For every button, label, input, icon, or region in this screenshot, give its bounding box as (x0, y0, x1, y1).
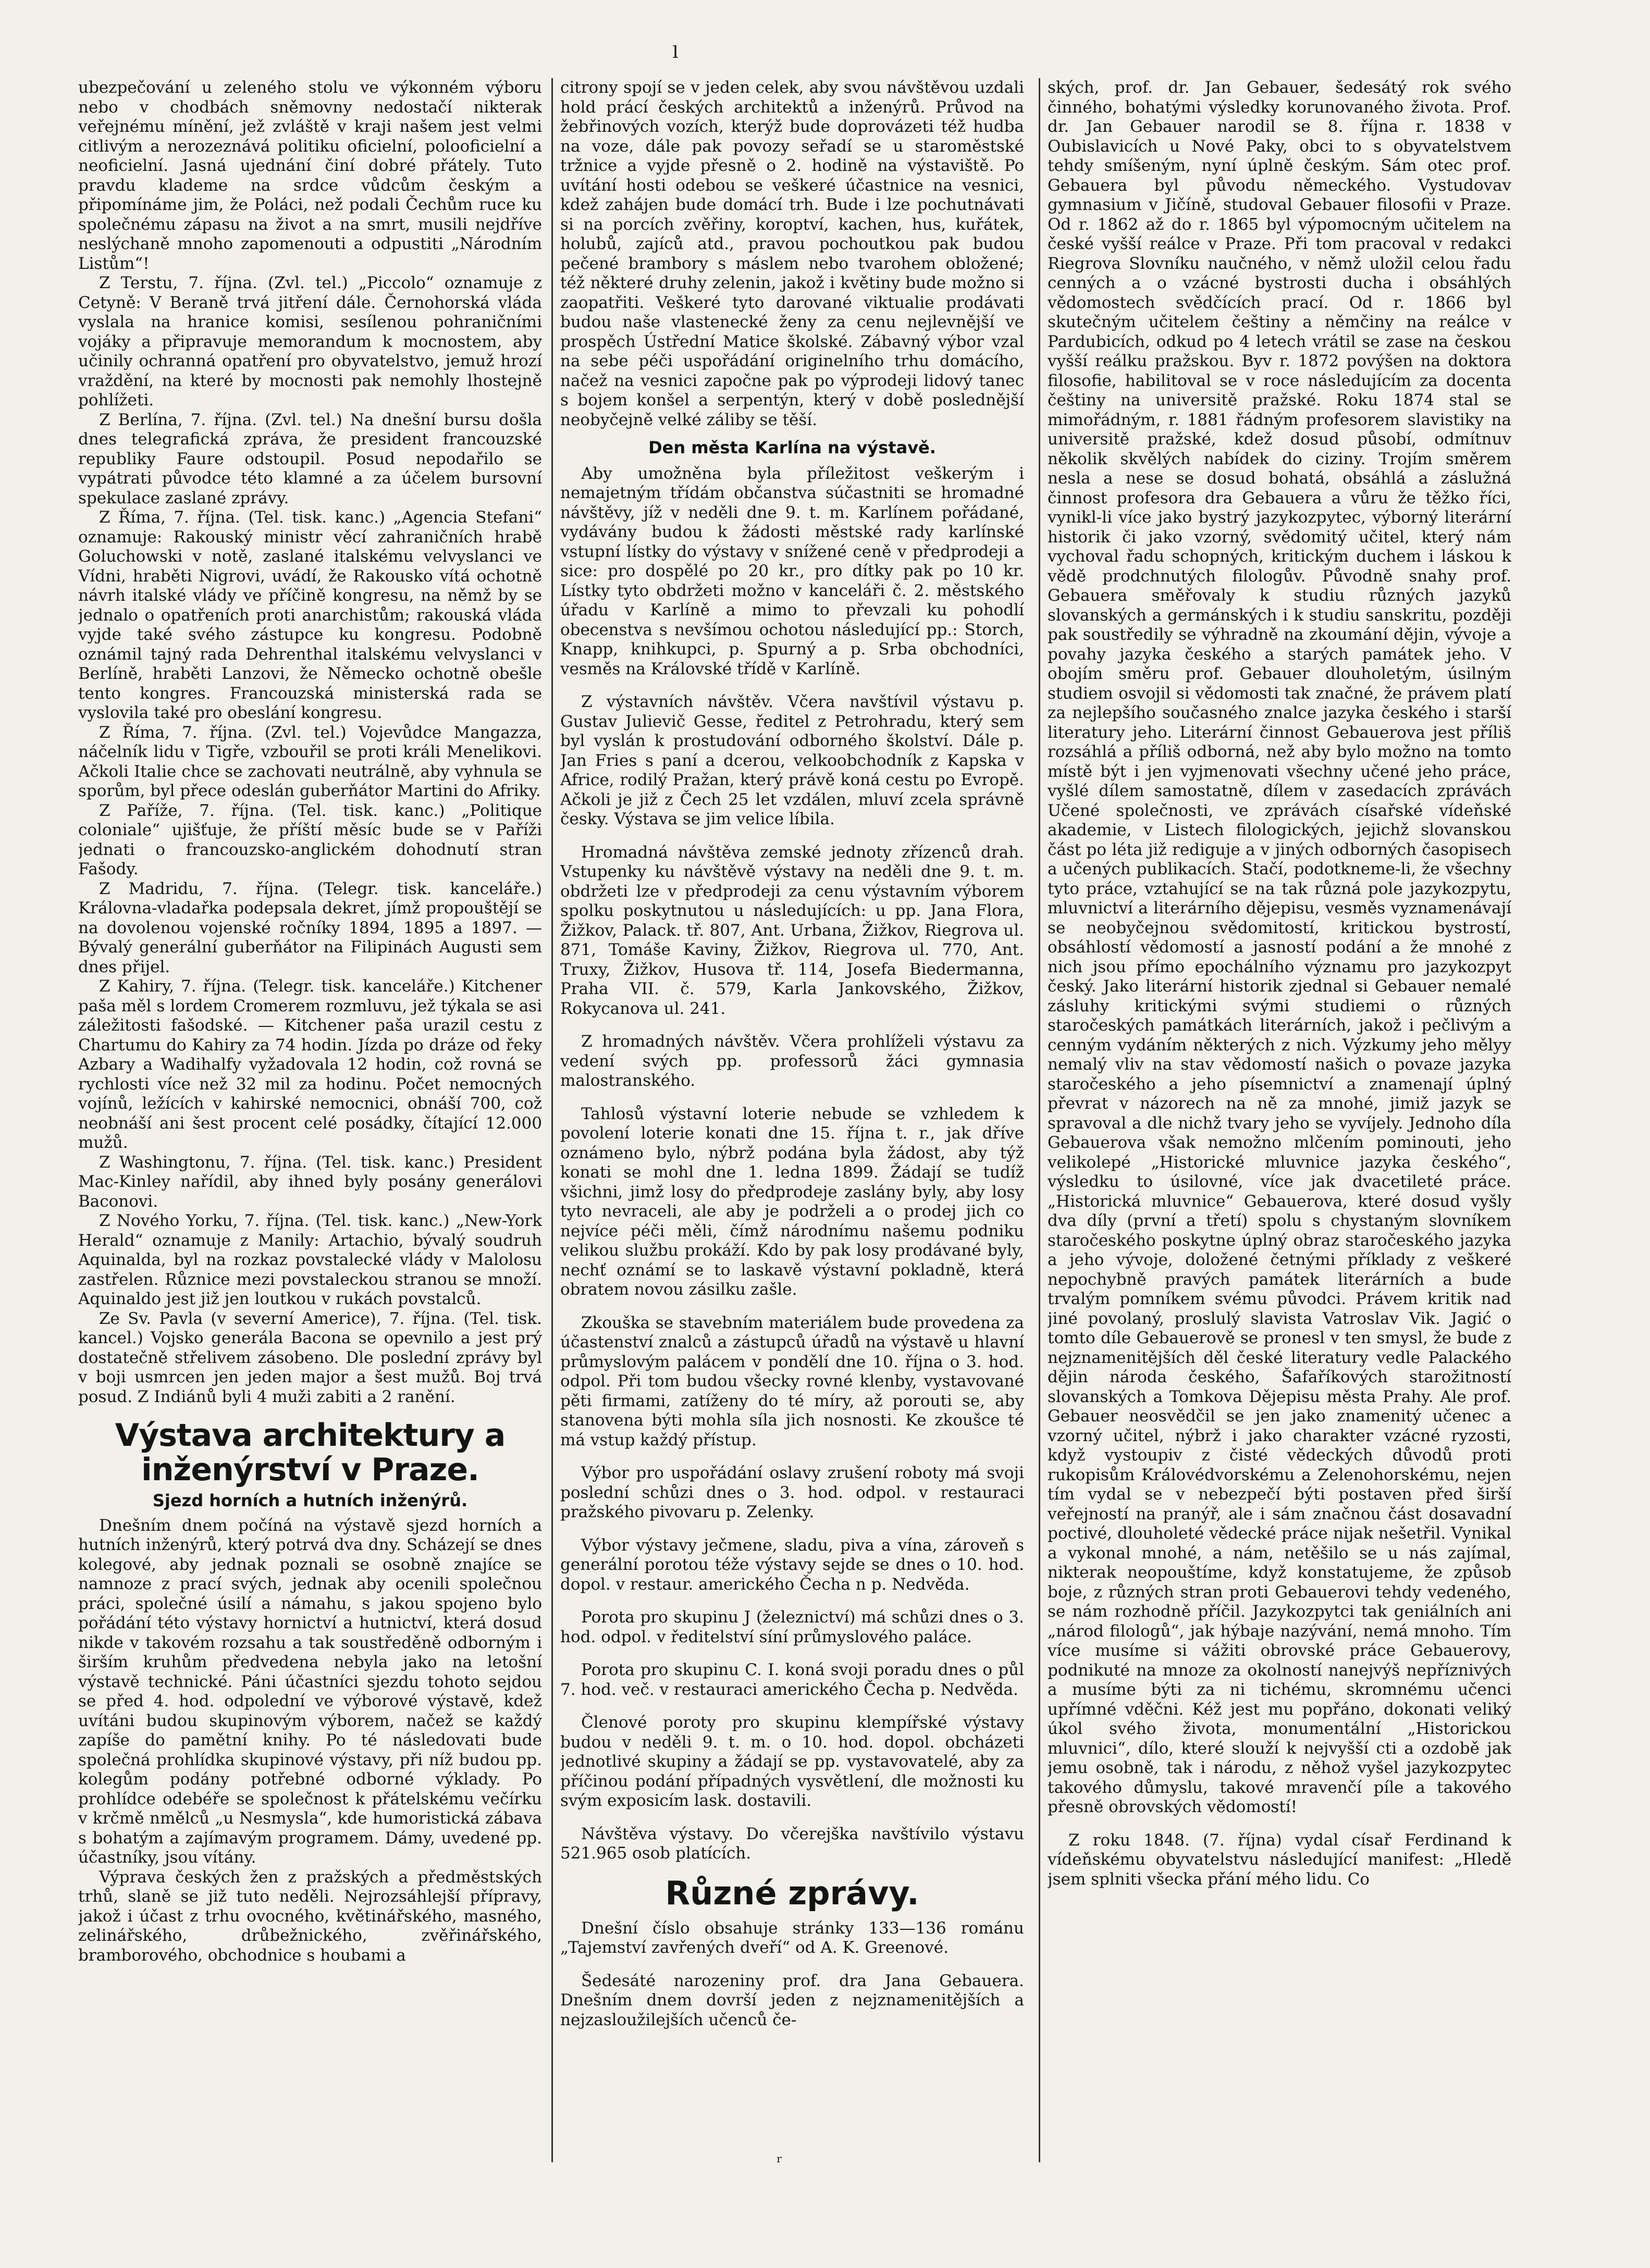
news-item: Hromadná návštěva zemské jednoty zřízenců drah. Vstupenky ku návštěvě výstavy na neděli dne 9. t. m. obdržeti lze v předprodeji za cenu výstavním výborem spolku poskytnutou u následujících: u pp. Jana Flora, Žižkov, Palack. tř. 807, Ant. Urbana, Žižkov, Riegrova ul. 871, Tomáše Kaviny, Žižkov, Riegrova ul. 770, Ant. Truxy, Žižkov, Husova tř. 114, Josefa Biedermanna, Praha VII. č. 579, Karla Jankovského, Žižkov, Rokycanova ul. 241. (560, 842, 1024, 1018)
news-item: Výbor výstavy ječmene, sladu, piva a vína, zároveň s generální porotou téže výstavy sejde se dnes o 10. hod. dopol. v restaur. amerického Čecha n p. Nedvěda. (560, 1535, 1024, 1594)
newspaper-page (78, 78, 1527, 2162)
news-item: Z hromadných návštěv. Včera prohlíželi výstavu za vedení svých pp. professorů žáci gymnasia malostranského. (560, 1032, 1024, 1090)
column-divider (1039, 78, 1040, 2162)
article-paragraph: Výprava českých žen z pražských a předměstských trhů, slaně se již tuto neděli. Nejrozsáhlejší přípravy, jakož i účast z trhu ovocného, květinářského, masného, zelinářského, drůbežnického, zvěřinářského, bramborového, obchodnice s houbami a (78, 1867, 542, 1965)
column-divider (551, 78, 553, 2162)
news-item: Z Nového Yorku, 7. října. (Tel. tisk. kanc.) „New-York Herald“ oznamuje z Manily: Artachio, bývalý soudruh Aquinalda, byl na rozkaz povstalecké vlády v Malolosu zastřelen. Různice mezi povstaleckou stranou se množí. Aquinaldo jest již jen loutkou v rukách povstalců. (78, 1211, 542, 1308)
column-middle (560, 78, 1024, 2162)
section-subheading: Sjezd horních a hutních inženýrů. (152, 1491, 468, 1510)
news-item: Porota pro skupinu J (železnictví) má schůzi dnes o 3. hod. odpol. v ředitelství síní průmyslového paláce. (560, 1608, 1024, 1646)
news-item: Dnešní číslo obsahuje stránky 133—136 románu „Tajemství zavřených dveří“ od A. K. Greenové. (560, 1918, 1024, 1957)
column-left (78, 78, 542, 2162)
news-item: Výbor pro uspořádání oslavy zrušení roboty má svoji poslední schůzi dnes o 3. hod. odpol. v restauraci pražského pivovaru p. Zelenky. (560, 1464, 1024, 1521)
news-item: Porota pro skupinu C. I. koná svoji poradu dnes o půl 7. hod. več. v restauraci amerického Čecha p. Nedvěda. (560, 1660, 1024, 1699)
news-item: Z Washingtonu, 7. října. (Tel. tisk. kanc.) President Mac-Kinley nařídil, aby ihned byly posány generálovi Baconovi. (78, 1152, 542, 1211)
news-item: Z Paříže, 7. října. (Tel. tisk. kanc.) „Politique coloniale“ ujišťuje, že příští měsíc bude se v Paříži jednati o francouzsko-anglickém dohodnutí stran Fašody. (78, 801, 542, 878)
news-item: Tahlosů výstavní loterie nebude se vzhledem k povolení loterie konati dne 15. října t. r., jak dříve oznámeno bylo, nýbrž podána byla žádost, aby týž konati se mohl dne 1. ledna 1899. Žádají se tudíž všichni, jimž losy do předprodeje zaslány byly, aby losy tyto nevraceli, ale aby je podrželi a o prodej jich co nejvíce péči měli, čímž národnímu našemu podniku velikou službu prokáží. Kdo by pak losy prodávané byly, nechť oznámí se to laskavě výstavní pokladně, která obratem novou zásilku zašle. (560, 1104, 1024, 1299)
news-item: Z Kahiry, 7. října. (Telegr. tisk. kanceláře.) Kitchener paša měl s lordem Cromerem rozmluvu, jež týkala se asi záležitosti fašodské. — Kitchener paša urazil cestu z Chartumu do Kahiry za 74 hodin. Jízda po dráze od řeky Azbary a Wadihalfy vyžadovala 12 hodin, což rovná se rychlosti více než 32 mil za hodinu. Počet nemocných vojínů, ležících v kahirské nemocnici, obnáší 700, což neobnáší ani šest procent celé posádky, čítající 12.000 mužů. (78, 977, 542, 1152)
news-item: Členové poroty pro skupinu klempířské výstavy budou v neděli 9. t. m. o 10. hod. dopol. obcházeti jednotlivé skupiny a žádají se pp. vystavovatelé, aby za příčinou podání případných vysvětlení, dle možnosti ku svým exposicím lask. dostavili. (560, 1713, 1024, 1810)
section-heading: Výstava architektury a inženýrství v Praze. (115, 1417, 506, 1488)
news-item: Z Říma, 7. října. (Tel. tisk. kanc.) „Agencia Stefani“ oznamuje: Rakouský ministr věcí zahraničních hrabě Goluchowski v notě, zaslané italskému velvyslanci ve Vídni, hraběti Nigrovi, uvádí, že Rakousko vítá ochotně návrh italské vlády ve příčině kongresu, na němž by se jednalo o opatřeních proti anarchistům; rakouská vláda vyjde také svého zástupce ku kongresu. Podobně oznámil tajný rada Dehrenthal italskému velvyslanci v Berlíně, hraběti Lanzovi, že Německo ochotně obešle tento kongres. Francouzská ministerská rada se vyslovila také pro obeslání kongresu. (78, 508, 542, 722)
column-right (1048, 78, 1511, 2162)
news-item: Z roku 1848. (7. října) vydal císař Ferdinand k vídeňskému obyvatelstvu následující manifest: „Hledě jsem splniti všecka přání mého lidu. Co (1048, 1830, 1511, 1889)
paragraph: ubezpečování u zeleného stolu ve výkonném výboru nebo v chodbách sněmovny nedostačí nikterak veřejnému mínění, jež zvláště v kraji našem jest velmi citlivým a nerozeznává politiku oficielní, polooficielní a neoficielní. Jasná ujednání činí dobré přátely. Tuto pravdu klademe na srdce vůdcům českým a připomínáme jim, že Poláci, než podali Čechům ruce ku společnému zápasu na život a na smrt, musili nejdříve neslýchaně mnoho zapomenouti a odpustiti „Národním Listům“! (78, 78, 542, 273)
section-heading: Den města Karlína na výstavě. (648, 438, 936, 457)
news-item: Z Terstu, 7. října. (Zvl. tel.) „Piccolo“ oznamuje z Cetyně: V Beraně trvá jitření dále. Černohorská vláda vyslala na hranice komisi, sesílenou pohraničními vojáky a připravuje memorandum k mocnostem, aby učinily ochranná opatření pro obyvatelstvo, jemuž hrozí vraždění, na které by mocnosti pak nemohly lhostejně pohlížeti. (78, 274, 542, 410)
news-item: Ze Sv. Pavla (v severní Americe), 7. října. (Tel. tisk. kancel.) Vojsko generála Bacona se opevnilo a jest prý dostatečně střelivem zásobeno. Dle poslední zprávy byl v boji usmrcen jen jeden major a šest mužů. Boj trvá posud. Z Indiánů byli 4 muži zabiti a 2 ranění. (78, 1309, 542, 1406)
news-item: Z Říma, 7. října. (Zvl. tel.) Vojevůdce Mangazza, náčelník lidu v Tigře, vzbouřil se proti králi Menelikovi. Ačkoli Italie chce se zachovati neutrálně, aby vyhnula se sporům, byl přece odeslán guberňátor Martini do Afriky. (78, 723, 542, 800)
article-paragraph: Dnešním dnem počíná na výstavě sjezd horních a hutních inženýrů, který potrvá dva dny. Scházejí se dnes kolegové, aby jednak poznali se osobně znajíce se namnoze z prací svých, jednak aby ocenili společnou práci, společné úsilí a námahu, s jakou spojeno bylo pořádání této výstavy hornictví a hutnictví, která dosud nikde v takovém rozsahu a tak soustředěně odborným i širším kruhům předvedena nebyla jako na letošní výstavě technické. Páni účastníci sjezdu tohoto sejdou se před 4. hod. odpolední ve výborové výstavě, kdež uvítáni budou skupinovým výborem, načež se každý zapíše do pamětní knihy. Po té následovati bude společná prohlídka skupinové výstavy, při níž budou pp. kolegům podány potřebné odborné výklady. Po prohlídce odebéře se společnost k přátelskému večírku v krčmě nmělců „u Nesmysla“, kde humoristická zábava s bohatým a zajímavým programem. Dámy, uvedené pp. účastníky, jsou vítány. (78, 1516, 542, 1867)
page-mark: ʳ (777, 2152, 783, 2173)
news-item: Návštěva výstavy. Do včerejška navštívilo výstavu 521.965 osob platících. (560, 1824, 1024, 1863)
section-heading: Různé zprávy. (665, 1874, 919, 1912)
news-item: Z výstavních návštěv. Včera navštívil výstavu p. Gustav Julievič Gesse, ředitel z Petrohradu, který sem byl vyslán k prostudování odborného školství. Dále p. Jan Fries s paní a dcerou, velkoobchodník z Kapska v Africe, rodilý Pražan, který právě koná cestu po Evropě. Ačkoli je již z Čech 25 let vzdálen, mluví zcela správně česky. Výstava se jim velice líbila. (560, 692, 1024, 828)
news-item: Šedesáté narozeniny prof. dra Jana Gebauera. Dnešním dnem dovrší jeden z nejznamenitějších a nejzasloužilejších učenců če- (560, 1971, 1024, 2029)
article-paragraph: Aby umožněna byla příležitost veškerým i nemajetným třídám občanstva súčastniti se hromadné návštěvy, jíž v neděli dne 9. t. m. Karlínem pořádané, vydávány budou k žádosti městské rady karlínské vstupní lístky do výstavy v snížené ceně v předprodeji a sice: pro dospělé po 20 kr., pro dítky pak po 10 kr. Lístky tyto obdržeti možno v kanceláři č. 2. městského úřadu v Karlíně a mimo to převzali ku pohodlí obecenstva s nevšímou ochotou následující pp.: Storch, Knapp, knihkupci, p. Spurný a p. Srba obchodníci, vesměs na Královské třídě v Karlíně. (560, 464, 1024, 678)
news-item: Zkouška se stavebním materiálem bude provedena za účastenství znalců a zástupců úřadů na výstavě u hlavní průmyslovým palácem v pondělí dne 10. října o 3. hod. odpol. Při tom budou všecky rovné klenby, vystavované pěti firmami, zatíženy do té míry, až porouti se, aby stanovena býti mohla síla jich nosnosti. Ke zkoušce té má vstup každý přístup. (560, 1313, 1024, 1449)
printers-mark: ₗ (672, 31, 680, 65)
news-item: Z Berlína, 7. října. (Zvl. tel.) Na dnešní bursu došla dnes telegrafická zpráva, že president francouzské republiky Faure odstoupil. Posud nepodařilo se vypátrati původce této klamné a za účelem bursovní spekulace zaslané zprávy. (78, 410, 542, 507)
paragraph: ských, prof. dr. Jan Gebauer, šedesátý rok svého činného, bohatými výsledky korunovaného života. Prof. dr. Jan Gebauer narodil se 8. října r. 1838 v Oubislavicích u Nové Paky, obci to s obyvatelstvem tehdy smíšeným, nyní úplně českým. Sám otec prof. Gebauera byl původu německého. Vystudovav gymnasium v Jičíně, studoval Gebauer filosofii v Praze. Od r. 1862 až do r. 1865 byl výpomocným učitelem na české vyšší reálce v Praze. Při tom pracoval v redakci Riegrova Slovníku naučného, v němž uložil celou řadu cenných a o vzácné bystrosti ducha i obsáhlých vědomostech svědčících prací. Od r. 1866 byl skutečným učitelem češtiny a němčiny na reálce v Pardubicích, odkud po 4 letech vrátil se zase na českou vyšší reálku pražskou. Byv r. 1872 povýšen na doktora filosofie, habilitoval se v roce následujícím za docenta češtiny na universitě pražské. Roku 1874 stal se mimořádným, r. 1881 řádným profesorem slavistiky na universitě pražské, kdež dosud působí, odmítnuv několik skvělých nabídek do ciziny. Trojím směrem nesla a nese se dosud bohatá, obsáhlá a záslužná činnost profesora dra Gebauera a vůru že těžko říci, vynikl-li více jako bystrý jazykozpytec, výborný literární historik či jako vzorný, svědomitý učitel, který nám vychoval řadu schopných, kritickým duchem i láskou k vědě prodchnutých filologův. Původně snahy prof. Gebauera směřovaly k studiu různých jazyků slovanských a germánských i k studiu sanskritu, později pak soustředily se výhradně na zkoumání dějin, vývoje a povahy jazyka českého a starých památek jeho. V obojím směru prof. Gebauer dlouholetým, úsilným studiem osvojil si vědomosti tak značné, že právem platí za nejlepšího současného znalce jazyka českého i starší literatury jeho. Literární činnost Gebauerova jest příliš rozsáhlá a příliš odborná, než aby bylo možno na tomto místě být i jen vyjmenovati všechny učené jeho práce, vyšlé dílem samostatně, dílem v zasedacích zprávách Učené společnosti, ve zprávách císařské vídeňské akademie, v Listech filologických, jejichž slovanskou část po léta již rediguje a v jiných odborných časopisech a učených publikacích. Stačí, podotkneme-li, že všechny tyto práce, vztahující se na tak různá pole jazykozpytu, mluvnictví a literárního dějepisu, vesměs vyznamenávají se neobyčejnou svědomitostí, kritickou bystrostí, obsáhlostí vědomostí a jasností podání a že mnohé z nich jsou přímo epochálního významu pro jazykozpyt český. Jako literární historik zjednal si Gebauer nemalé zásluhy kritickými svými studiemi o různých staročeských památkách literárních, jakož i pečlivým a cenným vydáním některých z nich. Výzkumy jeho mělyy nemalý vliv na stav vědomostí našich o povaze jazyka staročeského a jeho písemnictví a znamenají úplný převrat v názorech na ně za mnohé, jimiž jazyk se spravoval a dle nichž tvary jeho se vyvíjely. Jednoho díla Gebauerova však nemožno mlčením pominouti, jeho velikolepé „Historické mluvnice jazyka českého“, výsledku to úsilovné, více jak dvacetileté práce. „Historická mluvnice“ Gebauerova, které dosud vyšly dva díly (první a třetí) spolu s chystaným slovníkem staročeského poskytne úplný obraz staročeského jazyka a jeho vývoje, doložené četnými příklady z veškeré nepochybně pravých památek literárních a bude trvalým pomníkem svému původci. Právem kritik nad jiné povolaný, proslulý slavista Vatroslav Vik. Jagić o tomto díle Gebauerově se pronesl v ten smysl, že bude z nejznamenitějších děl české literatury vedle Palackého dějin národa českého, Šafaříkových starožitností slovanských a Tomkova Dějepisu města Prahy. Ale prof. Gebauer neosvědčil se jen jako znamenitý učenec a vzorný učitel, nýbrž i jako charakter vzácné ryzosti, když vystoupiv z čisté vědeckých důvodů proti rukopisům Královédvorskému a Zelenohorskému, nejen tím vydal se v nebezpečí býti postaven před širší veřejností na pranýř, ale i sám značnou část dosavadní poctivé, dlouholeté vědecké práce nijak nešetřil. Vynikal a vykonal mnohé, a nám, netěšilo se u nás zajímal, nikterak neopouštíme, když konstatujeme, že způsob boje, z různých stran proti Gebauerovi tehdy vedeného, se nám rozhodně příčil. Jazykozpytci tak geniálních ani „národ filologů“, jak hýbaje nazývání, nemá mnoho. Tím více musíme si vážiti obrovské práce Gebauerovy, podnikuté na mnoze za okolností nanejvýš nepříznivých a musíme býti za ni tichému, skromnému učenci upřímné vděčni. Kéž jest mu popřáno, dokonati veliký úkol svého života, monumentální „Historickou mluvnici“, dílo, které slouží k nejvyšší cti a ozdobě jak jemu osobně, tak i národu, z něhož vyšel jazykozpytec takového důmyslu, takové mravenčí píle a takového přesně obrovských vědomostí! (1048, 78, 1511, 1816)
news-item: Z Madridu, 7. října. (Telegr. tisk. kanceláře.) Královna-vladařka podepsala dekret, jímž propouštějí se na dovolenou vojenské ročníky 1894, 1895 a 1897. — Bývalý generální guberňátor na Filipinách Augusti sem dnes přijel. (78, 879, 542, 976)
paragraph: citrony spojí se v jeden celek, aby svou návštěvou uzdali hold prácí českých architektů a inženýrů. Průvod na žebřinových vozích, kterýž bude doprovázeti též hudba na voze, dále pak povozy seřadí se u staroměstské tržnice a vyjde přesně o 2. hodině na výstaviště. Po uvítání hosti odebou se veškeré účastnice na vesnici, kdež zahájen bude domácí trh. Bude i lze pochutnávati si na porcích zvěřiny, koroptví, kachen, hus, kuřátek, holubů, zajíců atd., pravou pochoutkou pak budou pečené brambory s máslem nebo tvarohem obložené; též některé druhy zelenin, jakož i květiny bude možno si zaopatřiti. Veškeré tyto darované viktualie prodávati budou naše vlastenecké ženy za cenu nejlevnější ve prospěch Ústřední Matice školské. Zábavný výbor vzal na sebe péči uspořádání originelního trhu domácího, načež na vesnici započne pak po výprodeji lidový tanec s bojem konšel a serpentýn, který v době poslednější neobyčejně velké záliby se těší. (560, 78, 1024, 429)
